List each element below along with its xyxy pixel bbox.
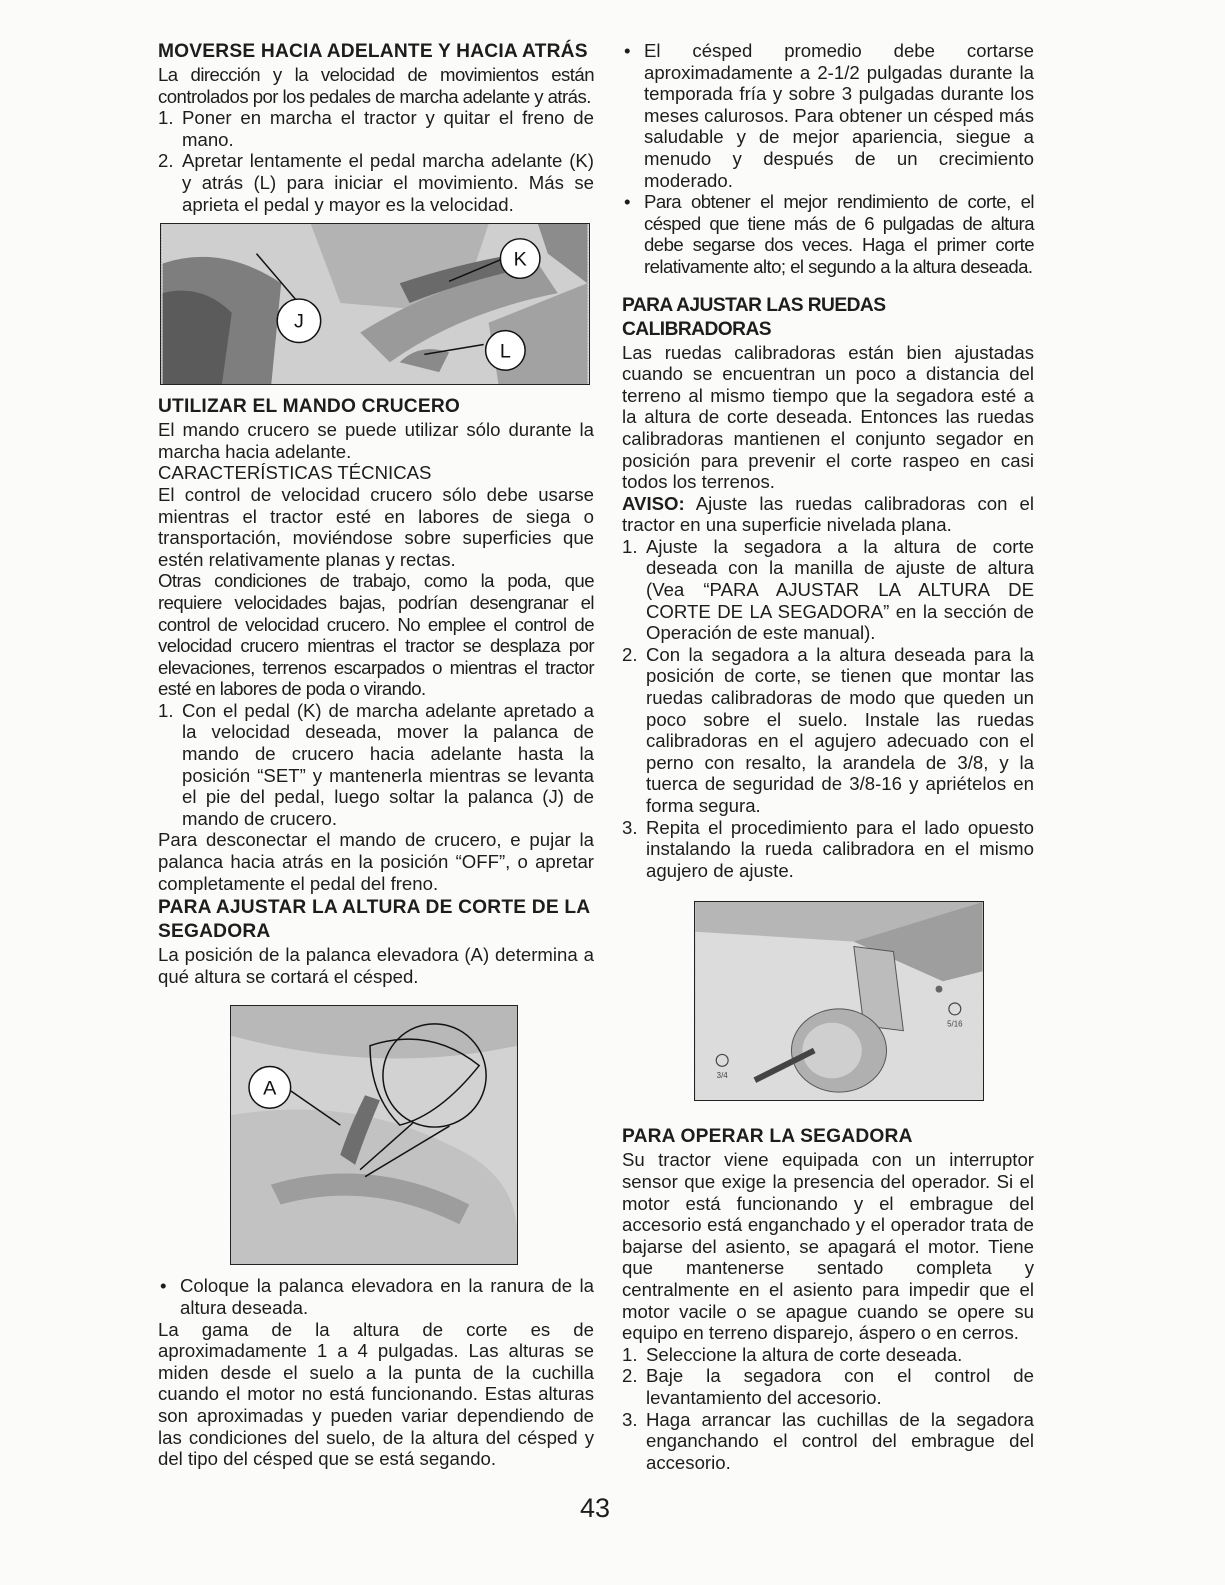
callout-a: A <box>263 1077 277 1100</box>
paragraph: La posición de la palanca elevadora (A) determina a qué altura se cortará el césped. <box>158 944 594 987</box>
paragraph: Otras condiciones de trabajo, como la poda, que requiere velocidades bajas, podrían desengranar el control de velocidad crucero. No emplee el control de velocidad crucero mientras el tractor se desplaza por elevaciones, terrenos escarpados o mientras el tractor esté en labores de poda o virando. <box>158 570 594 700</box>
list-number: 3. <box>622 816 638 838</box>
list-item <box>622 536 1034 644</box>
notice-text: Ajuste las ruedas calibradoras con el tractor en una superficie nivelada plana. <box>622 492 1034 536</box>
list-item <box>622 1344 1034 1366</box>
list-text: Haga arrancar las cuchillas de la segadora enganchando el control del embrague del accesorio. <box>646 1408 1034 1473</box>
list-item <box>622 644 1034 817</box>
list-number: 2. <box>622 1365 638 1387</box>
size-label-5-16: 5/16 <box>947 1020 963 1030</box>
paragraph: La gama de la altura de corte es de aproximadamente 1 a 4 pulgadas. Las alturas se miden desde el suelo a la punta de la cuchilla cuando el motor no está funcionando. Estas alturas son aproximadas y pueden variar dependiendo de las condiciones del suelo, de la altura del césped y del tipo del césped que se está segando. <box>158 1318 594 1470</box>
list-item <box>622 817 1034 882</box>
section-title-operate-mower: PARA OPERAR LA SEGADORA <box>622 1126 913 1148</box>
list-number: 2. <box>158 150 174 172</box>
list-text: Con la segadora a la altura deseada para la posición de corte, se tienen que montar las ruedas calibradoras de modo que queden un poco sobre el suelo. Instale las ruedas calibradoras en el agujero adecuado con el perno con resalto, la arandela de 3/8, y la tuerca de seguridad de 3/8-16 y apriételos en forma segura. <box>646 643 1034 816</box>
bullet-item: • El césped promedio debe cortarse aproximadamente a 2-1/2 pulgadas durante la temporada fría y sobre 3 pulgadas durante los meses calurosos. Para obtener un césped más saludable y de mejor apariencia, siegue a menudo y después de un crecimiento moderado. <box>624 40 1034 191</box>
lift-lever-illustration <box>231 1006 517 1264</box>
page-number: 43 <box>580 1493 611 1523</box>
paragraph: Su tractor viene equipada con un interruptor sensor que exige la presencia del operador. Si el motor está funcionando y el embrague del accesorio está enganchado y el operador trata de bajarse del asiento, se apagará el motor. Tiene que mantenerse sentado completa y centralmente en el asiento para impedir que el motor vacile o se apague cuando se opere su equipo en terreno disparejo, áspero o en cerros. <box>622 1149 1034 1344</box>
paragraph: Para desconectar el mando de crucero, e pujar la palanca hacia atrás en la posición “OFF”, o apretar completamente el pedal del freno. <box>158 829 594 894</box>
figure-gauge-wheel <box>694 901 984 1101</box>
section-title-forward-reverse: MOVERSE HACIA ADELANTE Y HACIA ATRÁS <box>158 41 588 62</box>
list-text: Baje la segadora con el control de levantamiento del accesorio. <box>646 1365 1034 1408</box>
bullet-text: El césped promedio debe cortarse aproximadamente a 2-1/2 pulgadas durante la temporada fría y sobre 3 pulgadas durante los meses calurosos. Para obtener un césped más saludable y de mejor apariencia, siegue a menudo y después de un crecimiento moderado. <box>644 40 1034 191</box>
paragraph: El mando crucero se puede utilizar sólo durante la marcha hacia adelante. <box>158 419 594 462</box>
section-title-cutting-height: PARA AJUSTAR LA ALTURA DE CORTE DE LA SEGADORA <box>158 897 590 943</box>
list-text: Apretar lentamente el pedal marcha adelante (K) y atrás (L) para iniciar el movimiento. Más se aprieta el pedal y mayor es la velocidad. <box>182 150 594 215</box>
bullet-text: Para obtener el mejor rendimiento de corte, el césped que tiene más de 6 pulgadas de altura debe segarse dos veces. Haga el primer corte relativamente alto; el segundo a la altura deseada. <box>644 191 1034 277</box>
list-text: Con el pedal (K) de marcha adelante apretado a la velocidad deseada, mover la palanca de mando de crucero hacia adelante hasta la posición “SET” y mantenerla mientras se levanta el pie del pedal, luego soltar la palanca (J) de mando de crucero. <box>182 699 594 829</box>
list-number: 2. <box>622 643 638 665</box>
notice <box>622 493 1034 536</box>
list-number: 3. <box>622 1408 638 1430</box>
bullet-item: • Coloque la palanca elevadora en la ranura de la altura deseada. <box>160 1275 594 1318</box>
numbered-list <box>158 107 594 215</box>
list-text: Poner en marcha el tractor y quitar el freno de mano. <box>182 107 594 150</box>
left-column <box>158 40 594 1470</box>
list-text: Seleccione la altura de corte deseada. <box>646 1343 963 1365</box>
list-number: 1. <box>622 535 638 557</box>
callout-j: J <box>294 310 304 333</box>
gauge-wheel-illustration <box>695 902 983 1100</box>
callout-l: L <box>499 340 511 363</box>
list-item <box>158 150 594 215</box>
numbered-list <box>622 1344 1034 1474</box>
list-text: Ajuste la segadora a la altura de corte deseada con la manilla de ajuste de altura (Vea “PARA AJUSTAR LA ALTURA DE CORTE DE LA SEGADORA” en la sección de Operación de este manual). <box>646 535 1034 644</box>
numbered-list <box>158 700 594 830</box>
list-text: Repita el procedimiento para el lado opuesto instalando la rueda calibradora en el mismo agujero de ajuste. <box>646 816 1034 881</box>
bullet-text: Coloque la palanca elevadora en la ranura de la altura deseada. <box>180 1275 594 1318</box>
numbered-list <box>622 536 1034 882</box>
size-label-3-4: 3/4 <box>716 1071 728 1081</box>
list-number: 1. <box>622 1343 638 1365</box>
list-item <box>622 1365 1034 1408</box>
right-column <box>622 40 1034 1473</box>
callout-k: K <box>513 248 527 271</box>
figure-lift-lever <box>230 1005 518 1265</box>
list-number: 1. <box>158 699 174 721</box>
paragraph: Las ruedas calibradoras están bien ajustadas cuando se encuentran un poco a distancia del terreno al mismo tiempo que la segadora esté a la altura de corte deseada. Entonces las ruedas calibradoras mantienen el conjunto segador en posición para prevenir el corte raspeo en casi todos los terrenos. <box>622 341 1034 493</box>
section-title-gauge-wheels: PARA AJUSTAR LAS RUEDAS CALIBRADORAS <box>622 294 886 340</box>
figure-pedals <box>160 223 590 385</box>
list-item <box>158 700 594 830</box>
subheading-specs: CARACTERÍSTICAS TÉCNICAS <box>158 462 432 484</box>
paragraph: La dirección y la velocidad de movimientos están controlados por los pedales de marcha adelante y atrás. <box>158 64 594 107</box>
notice-label: AVISO: <box>622 492 685 514</box>
bullet-item: • Para obtener el mejor rendimiento de corte, el césped que tiene más de 6 pulgadas de altura debe segarse dos veces. Haga el primer corte relativamente alto; el segundo a la altura deseada. <box>624 191 1034 277</box>
section-title-cruise-control: UTILIZAR EL MANDO CRUCERO <box>158 396 461 418</box>
list-item <box>622 1409 1034 1474</box>
list-number: 1. <box>158 107 174 129</box>
list-item <box>158 107 594 150</box>
paragraph: El control de velocidad crucero sólo debe usarse mientras el tractor esté en labores de siega o transportación, moviéndose sobre superficies que estén relativamente planas y rectas. <box>158 483 594 570</box>
pedals-illustration <box>161 224 589 384</box>
